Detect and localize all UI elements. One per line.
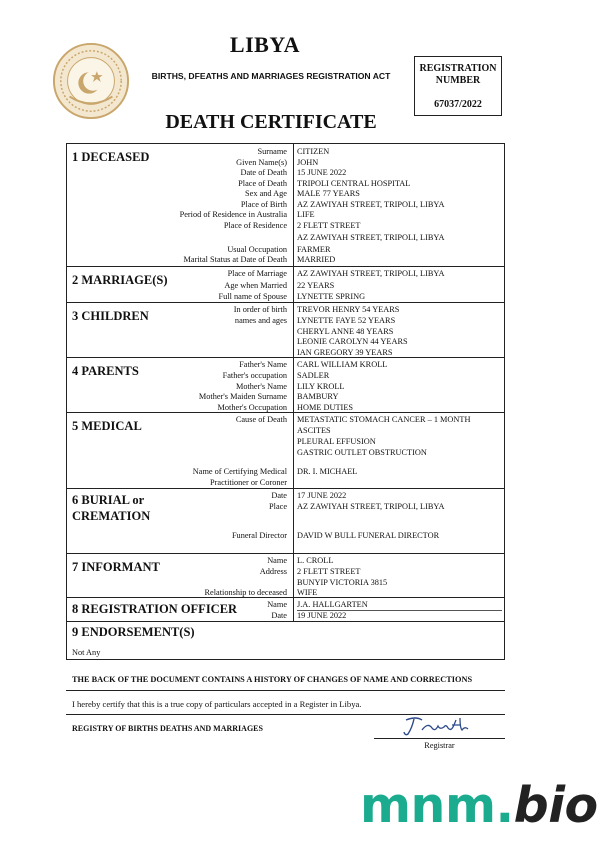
section-title: 8 REGISTRATION OFFICER (72, 602, 238, 616)
field-row: IAN GREGORY 39 YEARS (297, 347, 393, 357)
field-row: Given Name(s) JOHN (236, 157, 319, 167)
registrar-signature (402, 714, 474, 738)
signature-line (374, 738, 505, 739)
section-burial (67, 488, 504, 553)
field-row: Father's Name CARL WILLIAM KROLL (239, 360, 388, 369)
certification-statement: I hereby certify that this is a true copy of particulars accepted in a Register in Libya. (72, 699, 362, 709)
country-title: LIBYA (229, 32, 301, 57)
section-title: 6 BURIAL or CREMATION (72, 493, 151, 523)
field-row: Relationship to deceased WIFE (204, 588, 318, 597)
section-deceased (67, 144, 504, 266)
field-row: Place of Marriage AZ ZAWIYAH STREET, TRIPOLI, LIBYA (227, 269, 445, 278)
field-row: Place AZ ZAWIYAH STREET, TRIPOLI, LIBYA (269, 502, 445, 511)
registration-number: 67037/2022 (434, 99, 482, 110)
field-row: PLEURAL EFFUSION (297, 437, 376, 446)
field-row: LEONIE CAROLYN 44 YEARS (297, 337, 408, 346)
section-marriage (67, 266, 504, 302)
field-row: Date of Death 15 JUNE 2022 (240, 168, 347, 177)
section-title: 7 INFORMANT (72, 560, 160, 574)
brand-part-2: bio (513, 777, 598, 834)
section-children (67, 302, 504, 357)
field-row: Name L. CROLL (267, 556, 334, 565)
section-title: 5 MEDICAL (72, 419, 142, 433)
field-row: Place of Death TRIPOLI CENTRAL HOSPITAL (238, 178, 411, 188)
field-row: CHERYL ANNE 48 YEARS (297, 326, 394, 336)
field-row: Marital Status at Date of Death MARRIED (183, 255, 336, 264)
field-row: Cause of Death METASTATIC STOMACH CANCER – 1 MONTH (235, 415, 471, 424)
endorsement-text: Not Any (72, 648, 101, 657)
field-row: Period of Residence in Australia LIFE (179, 210, 315, 219)
section-title: 9 ENDORSEMENT(S) (72, 625, 195, 639)
field-row: Date 19 JUNE 2022 (271, 611, 347, 620)
field-row: Name J.A. HALLGARTEN (67, 599, 504, 610)
field-row: BUNYIP VICTORIA 3815 (297, 577, 388, 587)
section-parents (67, 357, 504, 412)
registration-label: REGISTRATION (419, 63, 497, 74)
field-row: Place of Residence 2 FLETT STREET (223, 221, 361, 230)
field-row: Father's occupation SADLER (222, 371, 330, 380)
brand-part-1: mnm. (360, 777, 514, 834)
field-row: Mother's Name LILY KROLL (235, 381, 345, 391)
field-row: Place of Birth AZ ZAWIYAH STREET, TRIPOLI, LIBYA (240, 199, 445, 209)
section-medical (67, 412, 504, 488)
registrar-label: Registrar (424, 741, 455, 750)
document-title: DEATH CERTIFICATE (165, 111, 377, 133)
section-title: 3 CHILDREN (72, 309, 149, 323)
section-title: 1 DECEASED (72, 150, 150, 164)
field-row: GASTRIC OUTLET OBSTRUCTION (297, 448, 427, 457)
back-of-document-note: THE BACK OF THE DOCUMENT CONTAINS A HISTORY OF CHANGES OF NAME AND CORRECTIONS (72, 675, 473, 684)
section-title: 4 PARENTS (72, 364, 139, 378)
field-row: Age when Married 22 YEARS (224, 281, 335, 290)
field-row: In order of birth TREVOR HENRY 54 YEARS (233, 305, 400, 314)
brand-watermark (360, 778, 598, 834)
certificate-form (66, 143, 505, 660)
field-row: ASCITES (297, 426, 331, 435)
field-row: Surname CITIZEN (257, 147, 330, 156)
field-row: Sex and Age MALE 77 YEARS (245, 189, 360, 198)
field-row: names and ages LYNETTE FAYE 52 YEARS (234, 316, 396, 325)
field-row: AZ ZAWIYAH STREET, TRIPOLI, LIBYA (297, 233, 445, 242)
registry-name: REGISTRY OF BIRTHS DEATHS AND MARRIAGES (72, 724, 263, 733)
field-row: Full name of Spouse LYNETTE SPRING (218, 292, 366, 301)
section-title: 2 MARRIAGE(S) (72, 273, 168, 287)
field-row: Practitioner or Coroner (210, 478, 287, 487)
registration-act: BIRTHS, DFEATHS AND MARRIAGES REGISTRATION ACT (151, 71, 391, 81)
field-row: Mother's Occupation HOME DUTIES (217, 402, 353, 412)
section-registration-officer (67, 597, 504, 621)
field-row: Address 2 FLETT STREET (259, 567, 361, 576)
section-endorsement (67, 621, 504, 659)
divider (66, 690, 505, 691)
section-informant (67, 553, 504, 597)
registration-number-box (414, 56, 502, 116)
field-row: Funeral Director DAVID W BULL FUNERAL DIRECTOR (231, 531, 440, 540)
field-row: Usual Occupation FARMER (227, 244, 331, 254)
registration-label-number: NUMBER (435, 75, 481, 86)
field-row: Date 17 JUNE 2022 (271, 491, 347, 500)
field-row: Mother's Maiden Surname BAMBURY (198, 392, 339, 401)
field-row: Name of Certifying Medical DR. I. MICHAEL (192, 467, 358, 476)
